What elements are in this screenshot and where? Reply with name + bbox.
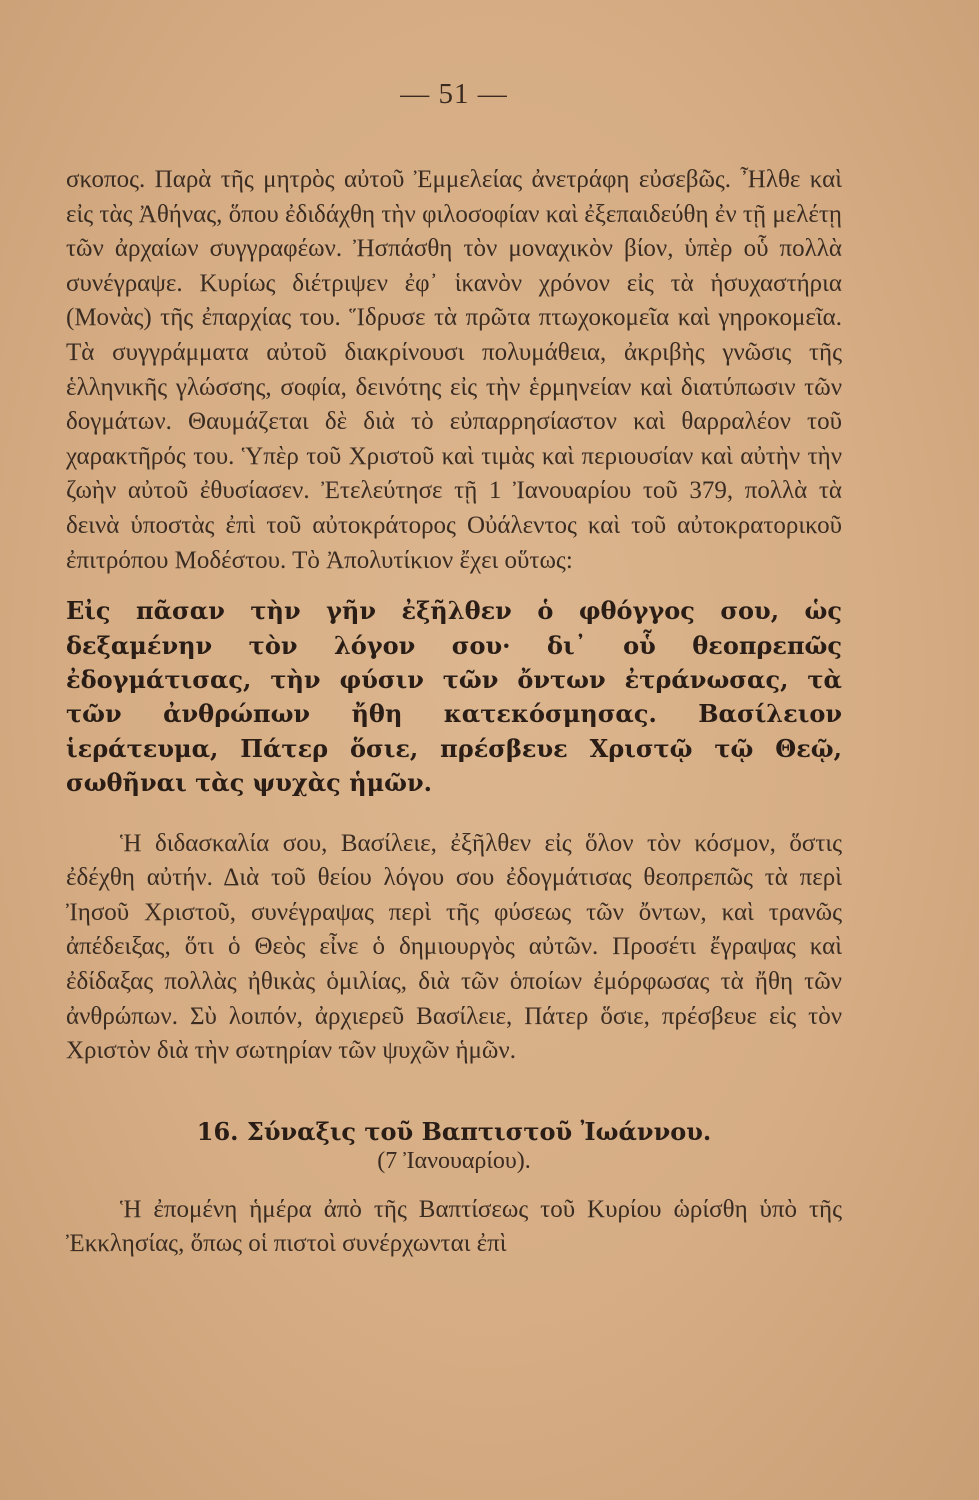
apolytikion-hymn: Εἰς πᾶσαν τὴν γῆν ἐξῆλθεν ὁ φθόγγος σου, ὡς δεξαμένην τὸν λόγον σου· δι᾽ οὗ θεοπρεπῶς ἐδογμάτισας, τὴν φύσιν τῶν ὄντων ἐτράνωσας, τὰ τῶν ἀνθρώπων ἤθη κατεκόσμησας. Βασίλειον ἱεράτευμα, Πάτερ ὅσιε, πρέσβευε Χριστῷ τῷ Θεῷ, σωθῆναι τὰς ψυχὰς ἡμῶν. — [66, 596, 842, 798]
page-number: — 51 — — [400, 78, 508, 110]
section-title: 16. Σύναξις τοῦ Βαπτιστοῦ Ἰωάννου. — [196, 1116, 712, 1146]
book-page — [66, 78, 842, 1262]
section-opening-paragraph: Ἡ ἐπομένη ἡμέρα ἀπὸ τῆς Βαπτίσεως τοῦ Κυρίου ὡρίσθη ὑπὸ τῆς Ἐκκλησίας, ὅπως οἱ πιστοὶ συνέρχωνται ἐπὶ — [66, 1195, 842, 1258]
section-date: (7 Ἰανουαρίου). — [377, 1147, 531, 1174]
biography-paragraph: σκοπος. Παρὰ τῆς μητρὸς αὐτοῦ Ἐμμελείας ἀνετράφη εὐσεβῶς. Ἦλθε καὶ εἰς τὰς Ἀθήνας, ὅπου ἐδιδάχθη τὴν φιλοσοφίαν καὶ ἐξεπαιδεύθη ἐν τῇ μελέτῃ τῶν ἀρχαίων συγγραφέων. Ἠσπάσθη τὸν μοναχικὸν βίον, ὑπὲρ οὗ πολλὰ συνέγραψε. Κυρίως διέτριψεν ἐφ᾽ ἱκανὸν χρόνον εἰς τὰ ἡσυχαστήρια (Μονὰς) τῆς ἐπαρχίας του. Ἵδρυσε τὰ πρῶτα πτωχοκομεῖα καὶ γηροκομεῖα. Τὰ συγγράμματα αὐτοῦ διακρίνουσι πολυμάθεια, ἀκριβὴς γνῶσις τῆς ἑλληνικῆς γλώσσης, σοφία, δεινότης εἰς τὴν ἑρμηνείαν καὶ διατύπωσιν τῶν δογμάτων. Θαυμάζεται δὲ διὰ τὸ εὐπαρρησίαστον καὶ θαρραλέον τοῦ χαρακτῆρός του. Ὑπὲρ τοῦ Χριστοῦ καὶ τιμὰς καὶ περιουσίαν καὶ αὐτὴν τὴν ζωὴν αὐτοῦ ἐθυσίασεν. Ἐτελεύτησε τῇ 1 Ἰανουαρίου τοῦ 379, πολλὰ τὰ δεινὰ ὑποστὰς ἐπὶ τοῦ αὐτοκράτορος Οὐάλεντος καὶ τοῦ αὐτοκρατορικοῦ ἐπιτρόπου Μοδέστου. Τὸ Ἀπολυτίκιον ἔχει οὕτως: — [66, 166, 842, 574]
hymn-commentary: Ἡ διδασκαλία σου, Βασίλειε, ἐξῆλθεν εἰς ὅλον τὸν κόσμον, ὅστις ἐδέχθη αὐτήν. Διὰ τοῦ θείου λόγου σου ἐδογμάτισας θεοπρεπῶς τὰ περὶ Ἰησοῦ Χριστοῦ, συνέγραψας περὶ τῆς φύσεως τῶν ὄντων, καὶ τρανῶς ἀπέδειξας, ὅτι ὁ Θεὸς εἶνε ὁ δημιουργὸς αὐτῶν. Προσέτι ἔγραψας καὶ ἐδίδαξας πολλὰς ἠθικὰς ὁμιλίας, διὰ τῶν ὁποίων ἐμόρφωσας τὰ ἤθη τῶν ἀνθρώπων. Σὺ λοιπόν, ἀρχιερεῦ Βασίλειε, Πάτερ ὅσιε, πρέσβευε εἰς τὸν Χριστὸν διὰ τὴν σωτηρίαν τῶν ψυχῶν ἡμῶν. — [66, 829, 842, 1065]
